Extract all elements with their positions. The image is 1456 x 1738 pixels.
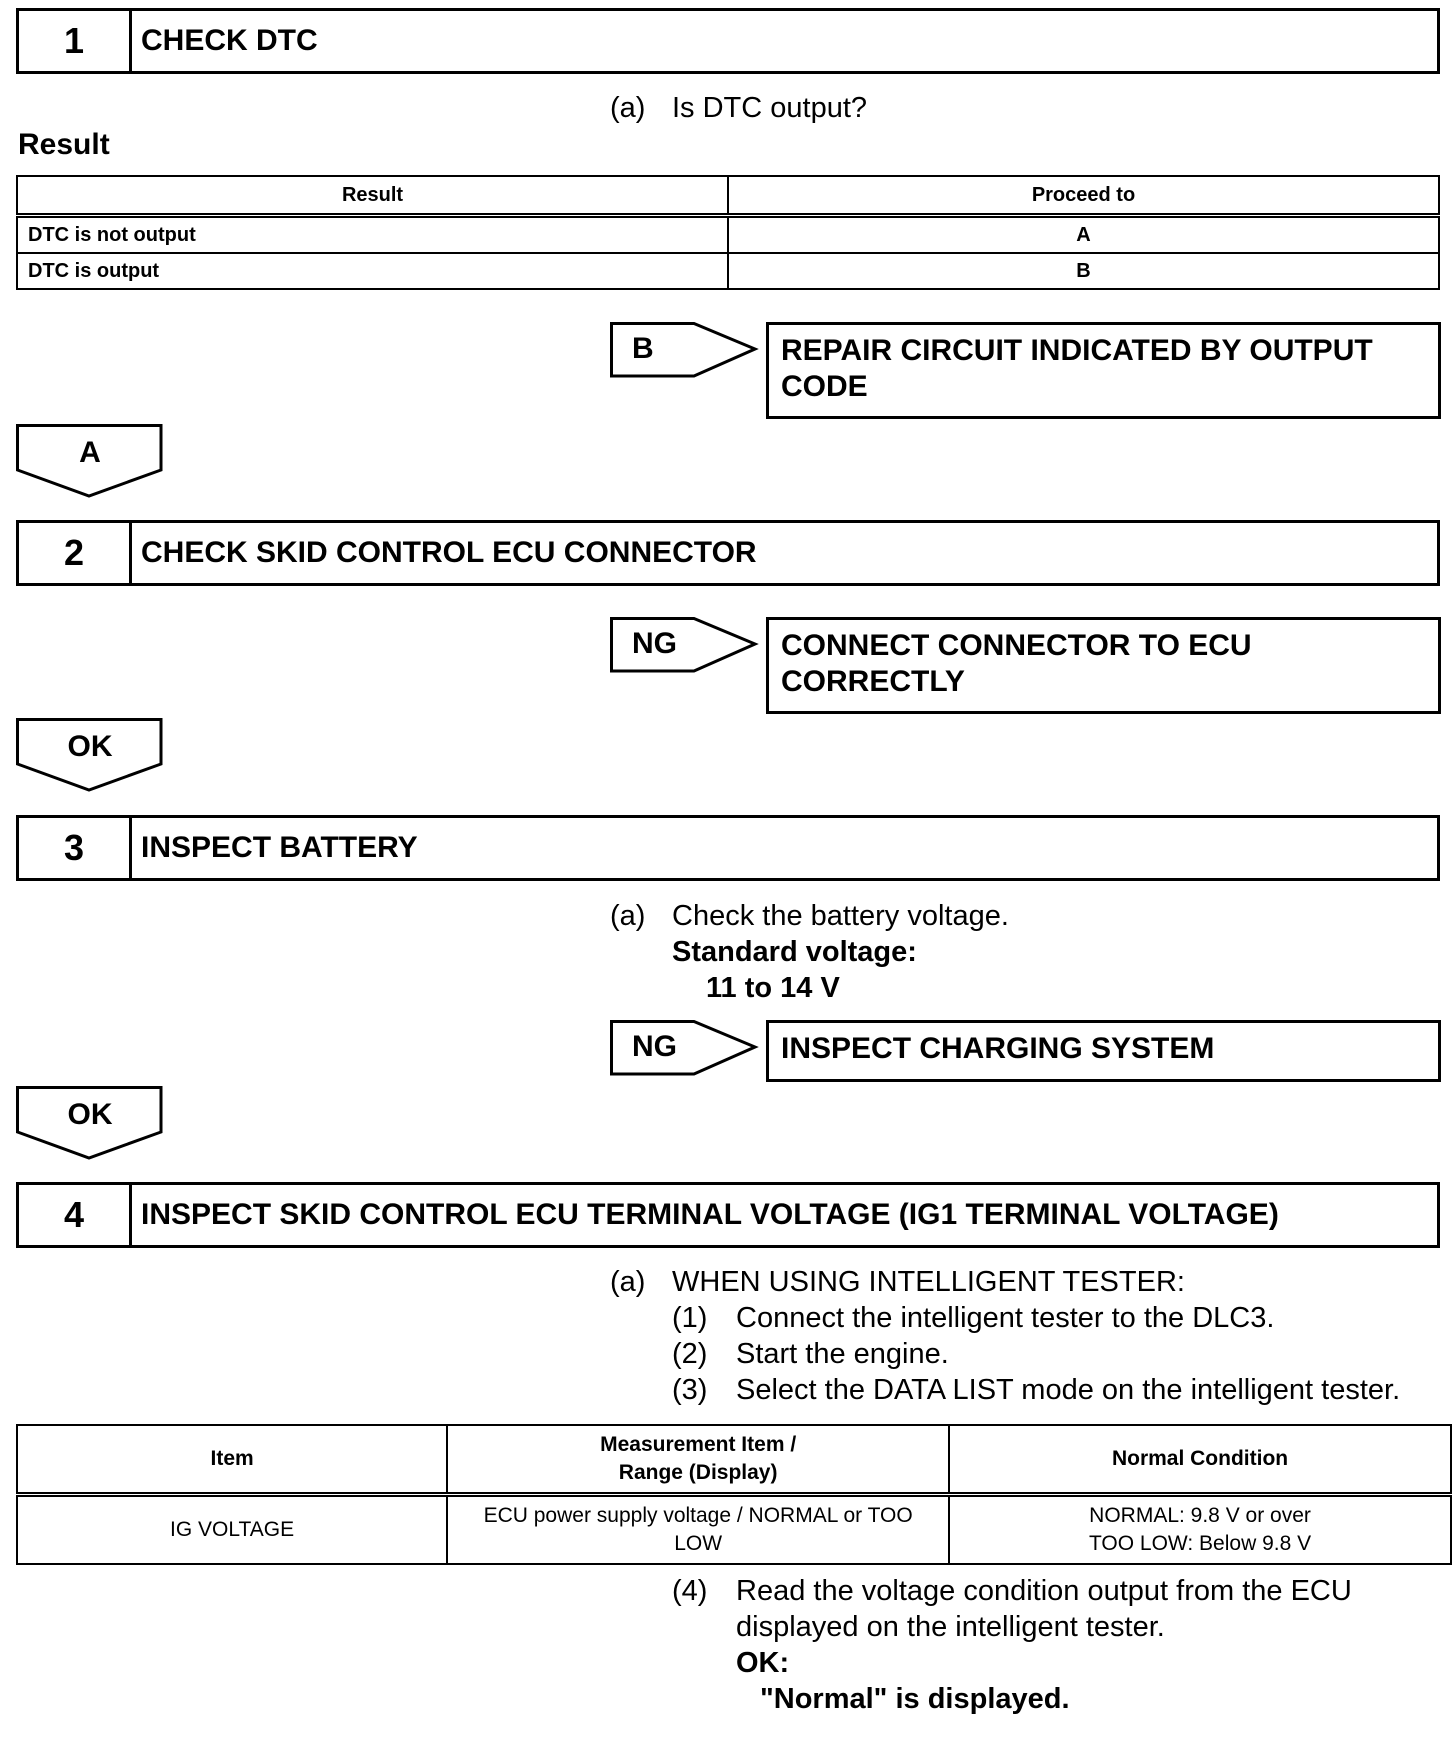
action-box: REPAIR CIRCUIT INDICATED BY OUTPUT CODE [766,322,1441,419]
substep-text: Read the voltage condition output from the ECU [736,1575,1352,1607]
step-3-header [16,815,1440,881]
substep-marker: (3) [672,1374,708,1406]
result-table [16,175,1440,290]
substep-marker: (4) [672,1575,708,1607]
normal-col-header: Normal Condition [949,1425,1451,1495]
substep-marker: (1) [672,1302,708,1334]
result-heading: Result [18,128,110,161]
step-title: INSPECT BATTERY [141,831,418,864]
instruction-marker: (a) [610,1266,646,1298]
instruction-text: Is DTC output? [672,92,868,124]
step-number: 2 [19,523,132,583]
proceed-col-header: Proceed to [728,176,1439,216]
table-row [17,253,1439,289]
item-cell: IG VOLTAGE [17,1495,447,1565]
result-col-header: Result [17,176,728,216]
substep-text-cont: displayed on the intelligent tester. [736,1611,1165,1643]
step-title: CHECK SKID CONTROL ECU CONNECTOR [141,536,757,569]
branch-label: NG [632,1030,677,1063]
step-number: 1 [19,11,132,71]
instruction-marker: (a) [610,92,646,124]
proceed-cell: A [728,216,1439,254]
arrow-label: A [79,436,101,469]
instruction-marker: (a) [610,900,646,932]
step-1-header [16,8,1440,74]
data-list-table [16,1424,1452,1565]
step-number: 4 [19,1185,132,1245]
substep-marker: (2) [672,1338,708,1370]
arrow-label: OK [67,730,113,763]
proceed-cell: B [728,253,1439,289]
step-2-header [16,520,1440,586]
branch-label: B [632,332,654,365]
ok-label: OK: [736,1647,790,1679]
arrow-label: OK [67,1098,113,1131]
result-cell: DTC is output [17,253,728,289]
instruction-text: WHEN USING INTELLIGENT TESTER: [672,1266,1185,1298]
result-cell: DTC is not output [17,216,728,254]
normal-cell: NORMAL: 9.8 V or over TOO LOW: Below 9.8 V [949,1495,1451,1565]
step-title: INSPECT SKID CONTROL ECU TERMINAL VOLTAGE (IG1 TERMINAL VOLTAGE) [141,1198,1279,1231]
measurement-col-header: Measurement Item / Range (Display) [447,1425,949,1495]
branch-label: NG [632,627,677,660]
table-row [17,216,1439,254]
instruction-text: Check the battery voltage. [672,900,1009,932]
substep-text: Start the engine. [736,1338,949,1370]
step-number: 3 [19,818,132,878]
ok-value: "Normal" is displayed. [760,1683,1070,1715]
substep-text: Select the DATA LIST mode on the intelligent tester. [736,1374,1401,1406]
step-4-header [16,1182,1440,1248]
substep-text: Connect the intelligent tester to the DLC3. [736,1302,1275,1334]
table-row [17,1495,1451,1565]
measurement-cell: ECU power supply voltage / NORMAL or TOO LOW [447,1495,949,1565]
step-title: CHECK DTC [141,24,318,57]
spec-value: 11 to 14 V [706,972,840,1004]
item-col-header: Item [17,1425,447,1495]
spec-label: Standard voltage: [672,936,917,968]
action-box: CONNECT CONNECTOR TO ECU CORRECTLY [766,617,1441,714]
action-box: INSPECT CHARGING SYSTEM [766,1020,1441,1082]
